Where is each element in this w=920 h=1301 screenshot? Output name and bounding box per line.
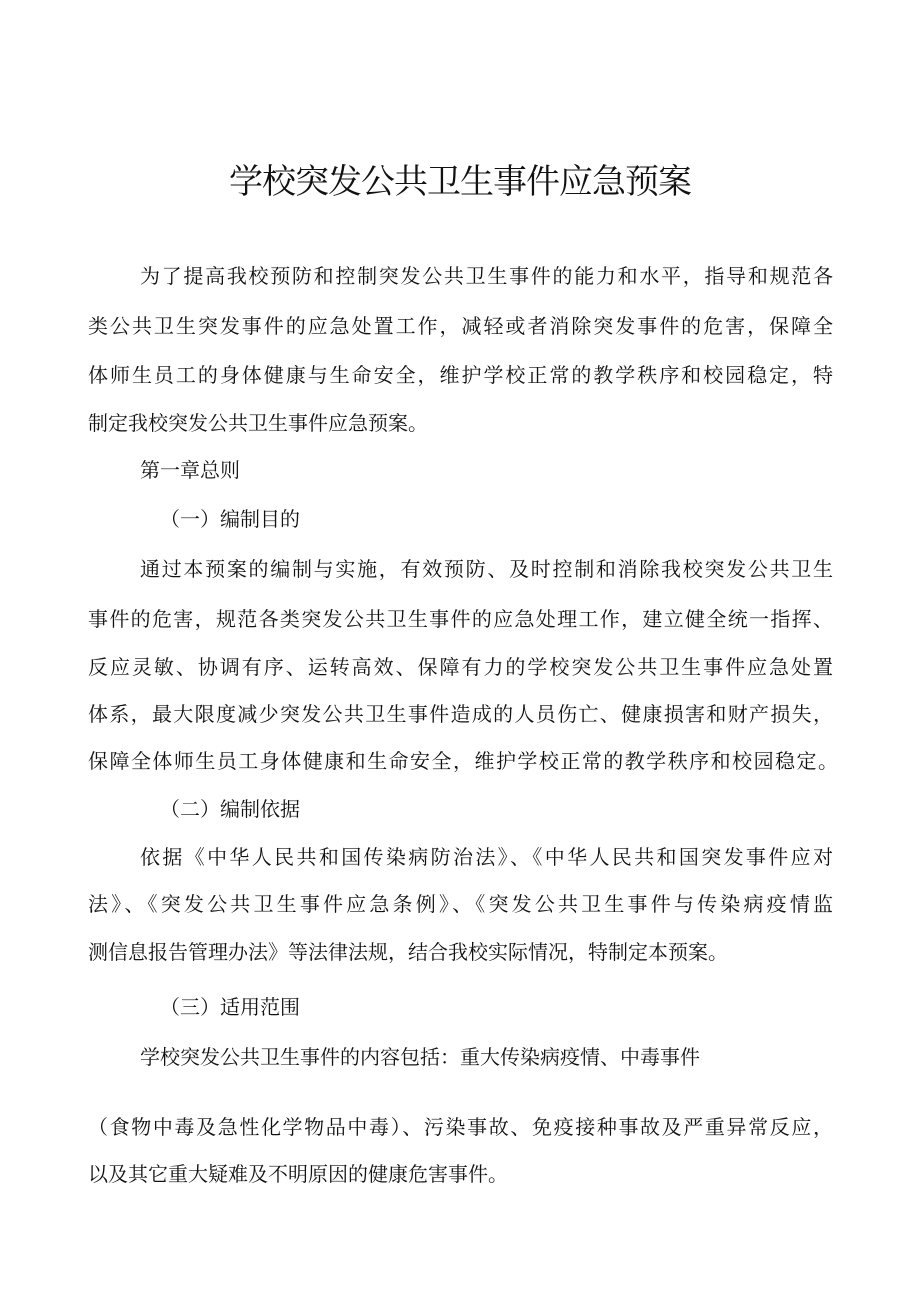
section1-line-4: 体系，最大限度减少突发公共卫生事件造成的人员伤亡、健康损害和财产损失， — [88, 702, 833, 726]
section2-line-1: 依据《中华人民共和国传染病防治法》、《中华人民共和国突发事件应对 — [140, 845, 833, 869]
section1-line-2: 事件的危害，规范各类突发公共卫生事件的应急处理工作，建立健全统一指挥、 — [88, 607, 833, 631]
chapter-heading: 第一章总则 — [140, 458, 240, 482]
section1-heading: （一）编制目的 — [160, 507, 300, 531]
section2-line-3: 测信息报告管理办法》等法律法规，结合我校实际情况，特制定本预案。 — [88, 940, 728, 964]
section1-line-5: 保障全体师生员工身体健康和生命安全，维护学校正常的教学秩序和校园稳定。 — [88, 749, 838, 773]
section1-line-3: 反应灵敏、协调有序、运转高效、保障有力的学校突发公共卫生事件应急处置 — [88, 655, 833, 679]
section3-line-2: （食物中毒及急性化学物品中毒）、污染事故、免疫接种事故及严重异常反应， — [88, 1115, 833, 1139]
intro-line-1: 为了提高我校预防和控制突发公共卫生事件的能力和水平，指导和规范各 — [140, 264, 833, 288]
section3-line-3: 以及其它重大疑难及不明原因的健康危害事件。 — [88, 1162, 508, 1186]
intro-line-3: 体师生员工的身体健康与生命安全，维护学校正常的教学秩序和校园稳定，特 — [88, 363, 833, 387]
section1-line-1: 通过本预案的编制与实施，有效预防、及时控制和消除我校突发公共卫生 — [140, 557, 833, 581]
intro-line-4: 制定我校突发公共卫生事件应急预案。 — [88, 411, 428, 435]
document-title: 学校突发公共卫生事件应急预案 — [229, 162, 691, 202]
section2-heading: （二）编制依据 — [160, 797, 300, 821]
section3-heading: （三）适用范围 — [160, 995, 300, 1019]
section2-line-2: 法》、《突发公共卫生事件应急条例》、《突发公共卫生事件与传染病疫情监 — [88, 892, 833, 916]
section3-line-1: 学校突发公共卫生事件的内容包括：重大传染病疫情、中毒事件 — [140, 1045, 700, 1069]
intro-line-2: 类公共卫生突发事件的应急处置工作，减轻或者消除突发事件的危害，保障全 — [88, 314, 833, 338]
